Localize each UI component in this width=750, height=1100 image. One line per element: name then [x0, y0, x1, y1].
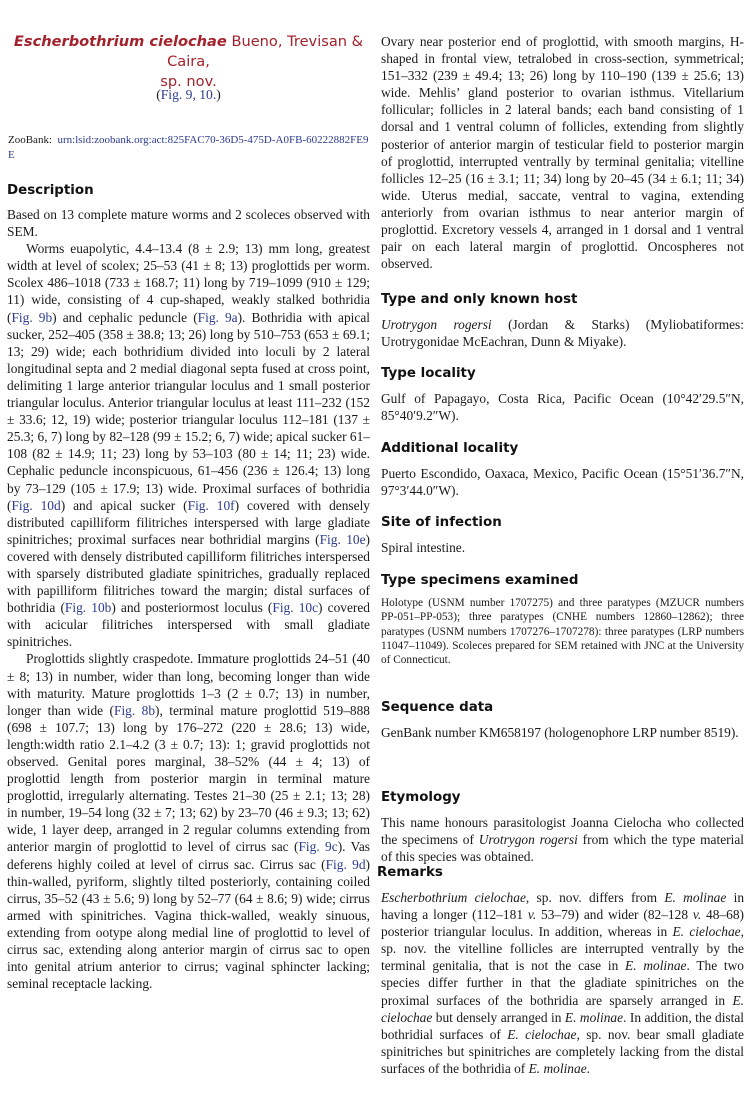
description-paragraph-ovary: Ovary near posterior end of proglottid, with smooth margins, H-shaped in frontal view, tetralobed in cross-section, symmetrical; 151–332 (239 ± 49.4; 13; 26) long by 110–190 (139 ± 25.6; 13) wide. Mehlis’ gland posterior to ovarian isthmus. Vitellarium follicular; follicles in 2 lateral bands; each band consisting of 1 dorsal and 1 ventral column of follicles, extending from slightly posterior of anterior margin of testicular field to posterior margin of proglottid, interrupted ventrally by terminal genitalia; vitelline follicles 12–25 (16 ± 3.1; 11; 34) long by 20–45 (34 ± 6.1; 11; 34) wide. Uterus medial, saccate, ventral to vagina, extending anteriorly from ovarian isthmus to near anterior margin of proglottid. Excretory vessels 4, arranged in 1 dorsal and 1 ventral pair on each lateral margin of proglottid. Oncospheres not observed.	[381, 34, 744, 272]
text: Proglottids slightly craspedote. Immature proglottids 24–51 (40 ± 8; 13) in number, wider than long, becoming longer than wide with maturity. Mature proglottids 1–3 (2 ± 0.7; 13) in number, longer than wide (	[7, 651, 370, 718]
additional-locality-text: Puerto Escondido, Oaxaca, Mexico, Pacific Ocean (15°51′36.7″N, 97°3′44.0″W).	[381, 466, 744, 499]
text: ). Vas deferens highly coiled at level of cirrus sac. Cirrus sac (	[7, 839, 370, 872]
additional-locality-heading: Additional locality	[381, 441, 519, 456]
versus: v.	[527, 907, 537, 923]
species-name: E. molinae	[528, 1060, 587, 1076]
text: ) covered with acicular filitriches interspersed with small gladiate spinitriches.	[7, 600, 370, 650]
text: ), terminal mature proglottid 519–888 (698 ± 107.7; 13) long by 176–272 (220 ± 28.6; 13) wide, length:width ratio 2.1–4.2 (3 ± 0.7; 13): 1; gravid proglottids not observed. Genital pores marginal, 38–52% (44 ± 4; 13) of proglottid length from posterior margin in terminal mature proglottid, irregularly alternating. Testes 21–30 (25 ± 2.1; 13; 28) in number, 19–54 long (32 ± 7; 13; 62) by 23–70 (46 ± 9.3; 13; 62) wide, 1 layer deep, arranged in 2 regular columns extending from anterior margin of proglottid to level of cirrus sac (	[7, 702, 371, 855]
etymology-section	[381, 790, 744, 865]
paren-close: )	[216, 87, 221, 102]
fig-link[interactable]: Fig. 9a	[197, 309, 238, 325]
species-authors: Bueno, Trevisan & Caira,	[167, 33, 364, 70]
text: 48–68) posterior triangular loculus. In addition, whereas in	[381, 907, 744, 940]
zoobank-link[interactable]: urn:lsid:zoobank.org:act:825FAC70-36D5-475D-A0FB-60222882FE9E	[8, 134, 369, 161]
fig-link[interactable]: Fig. 8b	[114, 702, 156, 718]
remarks-heading: Remarks	[377, 865, 443, 880]
sequence-heading: Sequence data	[381, 700, 494, 715]
species-status: sp. nov.	[160, 73, 217, 90]
sequence-text: GenBank number KM658197 (hologenophore LRP number 8519).	[381, 725, 739, 740]
species-name: E. cielochae	[672, 924, 741, 940]
fig-link[interactable]: Fig. 9d	[325, 856, 366, 872]
zoobank-label: ZooBank:	[8, 134, 52, 146]
text: (Jordan & Starks) (Myliobatiformes: Urotrygonidae McEachran, Dunn & Miyake).	[381, 317, 744, 350]
site-section	[381, 515, 744, 556]
species-name: E. molinae	[625, 958, 687, 974]
type-locality-heading: Type locality	[381, 366, 476, 381]
text: in having a longer (112–181	[381, 890, 745, 923]
text: ) and cephalic peduncle (	[52, 309, 198, 325]
fig-link[interactable]: Fig. 10d	[11, 497, 61, 513]
fig-link[interactable]: Fig. 9b	[11, 309, 53, 325]
species-name: E. molinae	[564, 1009, 624, 1025]
fig-link[interactable]: Fig. 10c	[272, 600, 319, 616]
specimens-section	[381, 573, 744, 667]
site-heading: Site of infection	[381, 515, 502, 530]
text: This name honours parasitologist Joanna Cielocha who collected the specimens of	[381, 815, 744, 848]
species-name: Escherbothrium cielochae	[381, 890, 526, 905]
text: ) covered with densely distributed capilliform filitriches interspersed with sparsely distributed gladiate spinitriches, gradually replaced with papilliform filitriches toward the margin; distal surfaces of bothridia (	[7, 531, 370, 616]
fig-link[interactable]: Fig. 10f	[187, 497, 235, 513]
text: , sp. nov. bear small gladiate spinitriches but spinitriches are completely lacking from the distal surfaces of the bothridia of	[381, 1026, 744, 1076]
description-section	[7, 183, 370, 992]
species-title	[7, 32, 370, 92]
site-text: Spiral intestine.	[381, 540, 466, 555]
text: , sp. nov. differs from	[525, 890, 665, 905]
species-name: E. molinae	[664, 890, 727, 905]
text: from which the type material of this species was obtained.	[381, 832, 744, 865]
text: ) covered with densely distributed capilliform filitriches interspersed with large gladiate spinitriches; proximal surfaces near bothridial margins (	[7, 497, 370, 547]
text: ) and apical sucker (	[60, 497, 188, 513]
specimens-heading: Type specimens examined	[381, 573, 579, 588]
species-name: E. cielochae	[507, 1026, 577, 1042]
fig-link[interactable]: Fig. 10e	[319, 531, 366, 547]
host-section	[381, 292, 744, 350]
description-paragraph-proglottids	[7, 650, 370, 992]
sequence-section	[381, 700, 744, 741]
host-text	[381, 316, 744, 350]
text: ). Bothridia with apical sucker, 252–405 (358 ± 38.8; 13; 26) long by 510–753 (653 ± 69.1; 13; 29) wide; each bothridium divided into loculi by 2 lateral longitudinal septa and 2 medial diagonal septa fused at cross point, delimiting 1 large anterior triangular loculus and 1 small posterior triangular loculus. Anterior triangular loculus at least 111–232 (152 ± 33.6; 12, 19) wide; posterior triangular loculus 112–181 (137 ± 25.3; 6, 7) long by 82–128 (99 ± 15.2; 6, 7) wide; apical sucker 61–108 (82 ± 14.9; 11; 23) long by 53–103 (80 ± 14; 11; 23) wide. Cephalic peduncle inconspicuous, 61–456 (236 ± 126.4; 13) long by 73–129 (105 ± 17.9; 13) wide. Proximal surfaces of bothridia (	[7, 309, 370, 513]
text: Worms euapolytic, 4.4–13.4 (8 ± 2.9; 13) mm long, greatest width at level of scolex; 25–53 (41 ± 8; 13) proglottids per worm. Scolex 486–1018 (733 ± 168.7; 11) long by 719–1099 (910 ± 129; 11) wide, consisting of 4 cup-shaped, weakly stalked bothridia (	[7, 241, 370, 325]
text: .	[586, 1060, 590, 1076]
remarks-section	[377, 865, 744, 1077]
etymology-heading: Etymology	[381, 790, 461, 805]
text: but densely arranged in	[432, 1009, 565, 1025]
etymology-text	[381, 814, 744, 865]
text: ) and posteriormost loculus (	[111, 600, 273, 616]
text: 53–79) and wider (82–128	[536, 907, 693, 923]
description-paragraph-scolex	[7, 240, 370, 650]
versus: v.	[692, 907, 702, 923]
text: ) thin-walled, pyriform, slightly tilted posteriorly, containing coiled cirrus, 35–52 (43 ± 5.6; 9) long by 52–77 (64 ± 8.6; 9) wide; cirrus armed with spinitriches. Vagina thick-walled, weakly sinuous, extending from ootype along medial line of proglottid to level of cirrus sac, extending along anterior margin of cirrus sac to open into genital atrium anterior to cirrus; vaginal sphincter lacking; seminal receptacle lacking.	[7, 856, 370, 992]
type-locality-section	[381, 366, 744, 424]
species-name: Escherbothrium cielochae	[13, 33, 227, 50]
fig-link[interactable]: Fig. 10b	[64, 600, 112, 616]
host-species: Urotrygon rogersi	[381, 317, 492, 332]
specimens-text: Holotype (USNM number 1707275) and three paratypes (MZUCR numbers PP-051–PP-053); three paratypes (CNHE numbers 12860–12862); three paratypes (USNM numbers 1707276–1707278): three paratypes (LRP numbers 11047–11049). Scoleces prepared for SEM retained with JNC at the University of Connecticut.	[381, 597, 744, 667]
paren-open: (	[156, 87, 161, 102]
species-name: Urotrygon rogersi	[478, 832, 578, 848]
text: . In addition, the distal bothridial surfaces of	[381, 1009, 745, 1042]
figure-link[interactable]: Fig. 9, 10.	[160, 87, 217, 102]
host-heading: Type and only known host	[381, 292, 578, 307]
type-locality-text: Gulf of Papagayo, Costa Rica, Pacific Ocean (10°42′29.5″N, 85°40′9.2″W).	[381, 391, 744, 424]
text: , sp. nov. the vitelline follicles are interrupted ventrally by the terminal genitalia, that is not the case in	[381, 924, 744, 974]
fig-link[interactable]: Fig. 9c	[298, 839, 338, 855]
text: . The two species differ further in that the gladiate spinitriches on the proximal surfaces of the bothridia are sparsely arranged in	[381, 958, 744, 1008]
additional-locality-section	[381, 441, 744, 499]
species-name: E. cielochae	[381, 992, 744, 1025]
description-heading: Description	[7, 183, 94, 198]
remarks-text	[381, 889, 744, 1077]
figure-reference-line	[7, 87, 370, 103]
description-intro: Based on 13 complete mature worms and 2 scoleces observed with SEM.	[7, 207, 370, 240]
zoobank-line	[8, 133, 370, 163]
